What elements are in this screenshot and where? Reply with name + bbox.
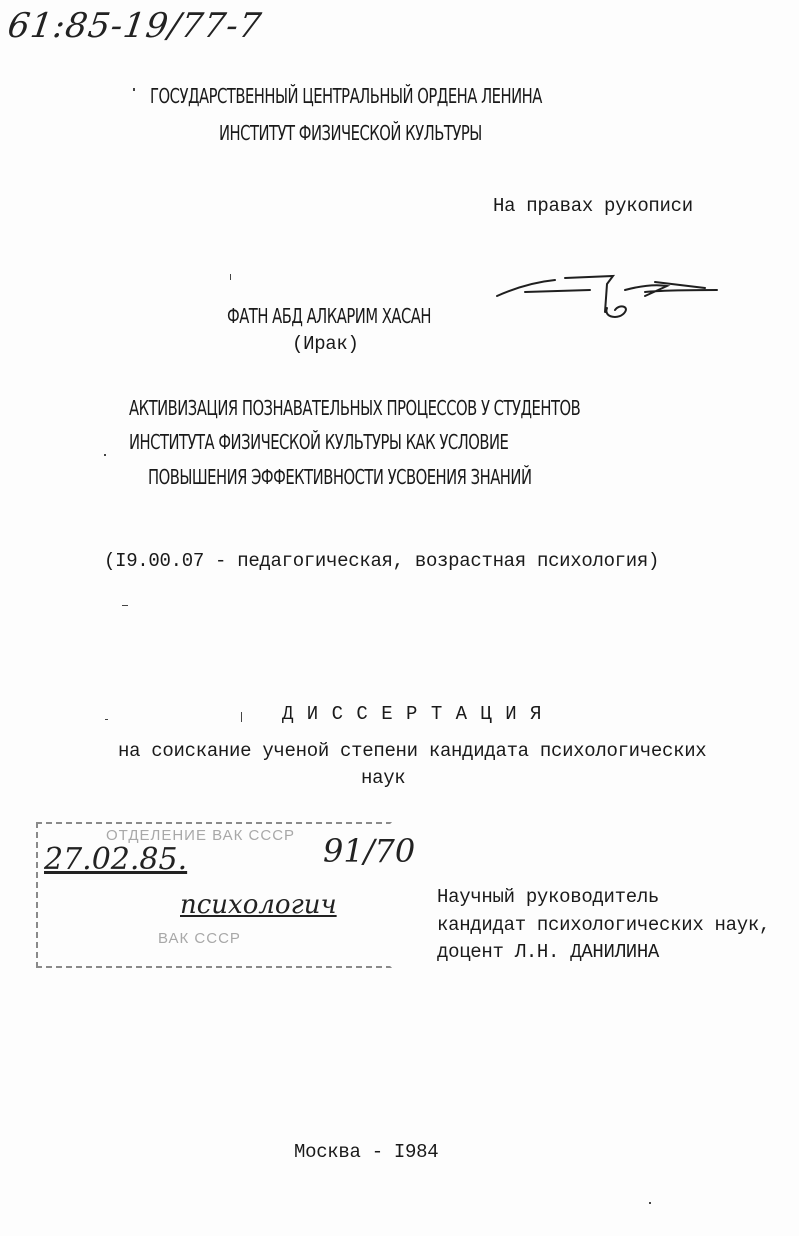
author-signature [495,268,720,328]
stamp-date: 27.02.85. [44,842,188,877]
stamp-number: 91/70 [323,832,416,870]
document-type: Д И С С Е Р Т А Ц И Я [282,703,543,725]
archive-mark: 61:85-19/77-7 [5,6,265,46]
title-line-3: ПОВЫШЕНИЯ ЭФФЕКТИВНОСТИ УСВОЕНИЯ ЗНАНИЙ [148,465,532,489]
title-line-2: ИНСТИТУТА ФИЗИЧЕСКОЙ КУЛЬТУРЫ КАК УСЛОВИЕ [129,430,509,454]
specialty-code: (I9.00.07 - педагогическая, возрастная психология) [104,550,660,572]
rights-note: На правах рукописи [493,195,693,217]
scan-mark [104,454,106,456]
supervisor-name: доцент Л.Н. ДАНИЛИНА [437,941,660,963]
degree-line-2: наук [361,767,406,789]
author-name: ФАТН АБД АЛКАРИМ ХАСАН [227,304,431,328]
title-line-1: АКТИВИЗАЦИЯ ПОЗНАВАТЕЛЬНЫХ ПРОЦЕССОВ У СТУДЕНТОВ [129,396,581,420]
institution-line-2: ИНСТИТУТ ФИЗИЧЕСКОЙ КУЛЬТУРЫ [219,121,482,145]
scan-mark [105,719,108,720]
scan-mark [122,605,128,606]
degree-line-1: на соискание ученой степени кандидата психологических [118,740,707,762]
supervisor-degree: кандидат психологических наук, [437,914,771,936]
scan-mark [241,712,242,722]
registration-stamp [36,822,416,968]
place-year: Москва - I984 [294,1141,439,1163]
scan-mark [649,1202,651,1204]
author-country: (Ирак) [292,333,359,355]
scan-mark [230,274,231,280]
stamp-footer: ВАК СССР [158,930,241,947]
supervisor-label: Научный руководитель [437,886,660,908]
scan-mark [133,88,135,91]
institution-line-1: ГОСУДАРСТВЕННЫЙ ЦЕНТРАЛЬНЫЙ ОРДЕНА ЛЕНИНА [150,84,542,108]
stamp-header: ОТДЕЛЕНИЕ ВАК СССР [106,827,296,844]
stamp-field: психологич [180,890,337,920]
